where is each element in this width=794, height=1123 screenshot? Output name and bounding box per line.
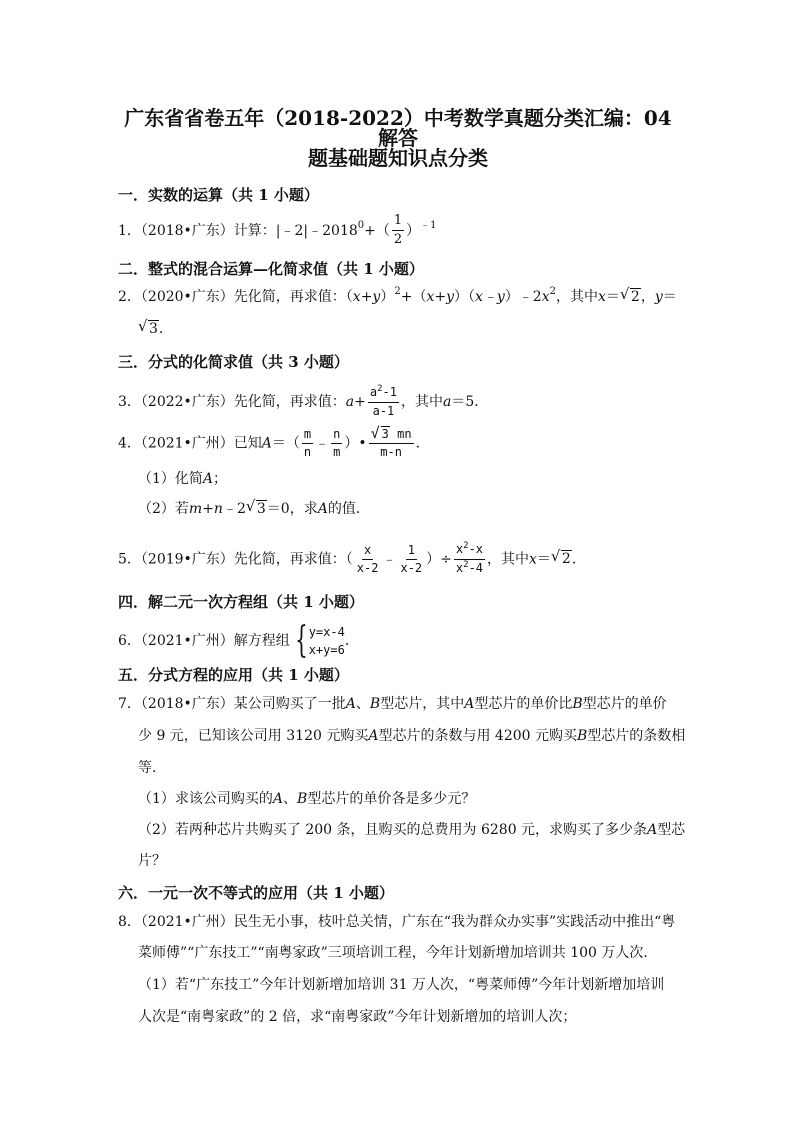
- q7-var: B: [369, 696, 381, 712]
- q1-close: ）: [406, 222, 421, 239]
- q3-text: +: [354, 394, 366, 411]
- q2-text: ）﹣2: [504, 289, 542, 305]
- q5-fraction-3: [454, 543, 485, 576]
- q2-exp: 2: [549, 286, 557, 297]
- q6-equation-system: [290, 620, 345, 661]
- q1-text: 1．（2018•广东）计算：|﹣2|﹣2018: [118, 222, 358, 239]
- question-5: [118, 543, 586, 576]
- q4-fraction-3: [369, 428, 414, 459]
- q2-text: ＝: [662, 289, 677, 305]
- q5-text: 5．（2019•广东）先化简，再求值：（: [118, 551, 353, 568]
- question-7-part-2-cont: 片？: [138, 853, 166, 869]
- q7-text: 型芯片的单价各是多少元？: [307, 791, 476, 807]
- q2-text: +（: [400, 289, 427, 305]
- q5-text: ，其中: [487, 551, 530, 568]
- q7-text: 型芯片的单价: [582, 696, 667, 712]
- q3-var: a: [345, 394, 355, 411]
- question-6: [118, 620, 359, 661]
- question-8-line-2: 菜师傅”“广东技工”“南粤家政”三项培训工程，今年计划新增加培训共 100 万人次．: [138, 945, 658, 961]
- q7-text: 型芯片的单价比: [474, 696, 573, 712]
- q3-frac-den: a-1: [372, 403, 395, 418]
- q6-equations: [309, 623, 345, 659]
- q4-text: ＝（: [271, 435, 300, 452]
- question-8-line-1: 8．（2021•广州）民生无小事，枝叶总关情，广东在“我为群众办实事”实践活动中推出“粤: [118, 914, 676, 930]
- q4-f1-num: m: [302, 428, 313, 444]
- q4-var: A: [261, 435, 272, 452]
- q4-f3-num: [369, 428, 414, 444]
- q1-plus: +（: [364, 222, 390, 239]
- q3-var: a: [443, 394, 452, 411]
- q2-text: ）（: [454, 289, 475, 305]
- q4-term: m+n: [188, 501, 223, 517]
- q5-f3-num: [454, 543, 485, 560]
- q7-text: 型芯片的条数相: [587, 728, 686, 744]
- q7-var: A: [368, 728, 379, 744]
- q4-text: （2）若: [138, 501, 189, 517]
- q4-text: ）•: [344, 435, 367, 452]
- q4-text: ；: [213, 471, 228, 487]
- q7-var: B: [577, 728, 588, 744]
- q1-exp-neg1: ﹣1: [420, 219, 437, 231]
- q3-num-tail: -1: [382, 385, 397, 399]
- q7-var: A: [345, 696, 356, 712]
- question-8-part-1: （1）若“广东技工”今年计划新增加培训 31 万人次，“粤菜师傅”今年计划新增加培训: [138, 977, 665, 993]
- q3-text: 3．（2022•广东）先化简，再求值：: [118, 394, 346, 411]
- q4-sqrt-3b: [247, 502, 267, 516]
- q5-fraction-2: [398, 544, 424, 575]
- q5-sqrt-2: [552, 552, 572, 566]
- q4-text: ﹣2: [222, 501, 246, 517]
- q7-var: A: [647, 822, 658, 838]
- question-8-part-1-cont: 人次是“南粤家政”的 2 倍，求“南粤家政”今年计划新增加的培训人次；: [138, 1009, 577, 1025]
- section-heading-6: 六．一元一次不等式的应用（共 1 小题）: [118, 884, 394, 902]
- q6-text: 6．（2021•广州）解方程组: [118, 633, 290, 649]
- q5-var: x: [529, 551, 537, 568]
- question-7-line-2: [138, 729, 685, 743]
- q7-text: 、: [355, 696, 370, 712]
- q3-text: ＝5．: [451, 394, 489, 411]
- q3-text: ，其中: [401, 394, 443, 411]
- q5-f2-num: 1: [406, 544, 417, 560]
- q7-text: 型芯片的条数与用 4200 元购买: [378, 728, 577, 744]
- q2-exp: 2: [394, 286, 401, 297]
- q6-brace: {: [294, 620, 308, 661]
- q5-f3-den-tail: -4: [468, 560, 484, 575]
- q7-var: B: [572, 696, 583, 712]
- q4-radicand: 3: [256, 501, 266, 517]
- q2-var: x: [541, 289, 550, 305]
- q4-f3-num-text: mn: [397, 427, 412, 441]
- q3-frac-num: [368, 386, 399, 403]
- q5-text: ）÷: [426, 551, 452, 568]
- q3-fraction: [368, 386, 399, 418]
- q1-frac-num: 1: [392, 214, 404, 231]
- document-title-line-2: 题基础题知识点分类: [308, 146, 488, 170]
- q1-fraction: [392, 214, 404, 248]
- q7-var: B: [297, 791, 308, 807]
- q5-f1-den: x-2: [356, 560, 379, 575]
- q4-f1-den: n: [303, 445, 312, 460]
- q7-text: 7．（2018•广东）某公司购买了一批: [118, 696, 346, 712]
- section-heading-3: 三．分式的化简求值（共 3 小题）: [118, 353, 349, 371]
- q4-fraction-2: [331, 428, 342, 459]
- question-7-line-1: [118, 697, 667, 711]
- q4-text: ．: [415, 435, 430, 452]
- question-7-part-2: [138, 823, 685, 837]
- q3-num-exp: 2: [377, 384, 383, 394]
- q1-frac-den: 2: [393, 232, 403, 248]
- question-7-part-1: [138, 792, 475, 806]
- q5-text: ＝: [536, 551, 551, 568]
- q4-radicand: 3: [381, 427, 389, 441]
- section-heading-1: 一．实数的运算（共 1 小题）: [118, 186, 319, 204]
- q5-text: ﹣: [382, 551, 397, 568]
- q7-text: 、: [283, 791, 298, 807]
- q2-var: x: [598, 289, 606, 305]
- q4-text: ﹣: [315, 435, 330, 452]
- question-4-part-2: [138, 502, 370, 516]
- q7-text: （1）求该公司购买的: [138, 791, 273, 807]
- question-7-line-3: 等．: [138, 760, 166, 776]
- q4-f2-den: m: [333, 445, 341, 460]
- question-2-line-1: [118, 286, 677, 305]
- question-1: [118, 214, 437, 248]
- q1-exp0: 0: [357, 219, 365, 231]
- q3-num-base: a: [369, 385, 378, 399]
- q5-fraction-1: [355, 544, 381, 575]
- q4-var: A: [202, 471, 214, 487]
- q6-text: ．: [344, 633, 359, 649]
- q4-text: 4．（2021•广州）已知: [118, 435, 262, 452]
- q2-term: x+y: [426, 289, 454, 305]
- q4-f3-den: m-n: [380, 445, 402, 460]
- q2-radicand: 2: [630, 289, 640, 305]
- q5-text: ．: [571, 551, 586, 568]
- document-title-line-1: 广东省省卷五年（2018-2022）中考数学真题分类汇编：04 解答: [124, 106, 672, 150]
- q5-f3-den-exp: 2: [463, 559, 469, 570]
- q2-term: x+y: [352, 289, 381, 305]
- q2-sqrt-3: [139, 322, 159, 336]
- q4-text: （1）化简: [138, 471, 203, 487]
- section-heading-5: 五．分式方程的应用（共 1 小题）: [118, 666, 349, 684]
- q2-text: 2．（2020•广东）先化简，再求值：（: [118, 289, 353, 305]
- q7-text: （2）若两种芯片共购买了 200 条，且购买的总费用为 6280 元，求购买了多少条: [138, 822, 648, 838]
- q4-fraction-1: [302, 428, 313, 459]
- question-3: [118, 386, 488, 418]
- q6-eq-2: x+y=6: [308, 643, 345, 657]
- q4-f2-num: n: [331, 428, 342, 444]
- q2-sqrt-2: [621, 290, 641, 304]
- q2-text: ．: [158, 321, 173, 337]
- q4-sqrt-3: [372, 428, 390, 441]
- q7-text: 型芯片，其中: [380, 696, 465, 712]
- q2-text: ，其中: [556, 289, 599, 305]
- q5-f3-den: [454, 560, 485, 576]
- q4-var: A: [317, 501, 328, 517]
- q2-text: ＝: [605, 289, 620, 305]
- q2-paren: ）: [380, 289, 395, 305]
- question-2-line-2: [138, 322, 173, 336]
- q2-term: x﹣y: [475, 289, 505, 305]
- q5-f3-num-base: x: [455, 542, 464, 556]
- q4-text: ＝0，求: [266, 501, 318, 517]
- q5-radicand: 2: [561, 551, 571, 568]
- q2-var: y: [654, 289, 663, 305]
- q5-f3-den-base: x: [455, 560, 464, 575]
- q5-f1-num: x: [362, 544, 373, 560]
- question-4-part-1: [138, 472, 227, 486]
- q2-text: ，: [640, 289, 655, 305]
- q7-text: 型芯: [657, 822, 686, 838]
- q6-eq-1: y=x-4: [308, 625, 345, 639]
- q5-f3-num-exp: 2: [463, 541, 469, 551]
- section-heading-2: 二．整式的混合运算—化简求值（共 1 小题）: [118, 260, 424, 278]
- q5-f3-num-tail: -x: [468, 542, 484, 556]
- q7-var: A: [464, 696, 475, 712]
- question-4: [118, 428, 430, 459]
- q2-radicand: 3: [149, 321, 158, 337]
- q7-text: 少 9 元，已知该公司用 3120 元购买: [138, 728, 369, 744]
- q4-text: 的值．: [327, 501, 370, 517]
- q7-var: A: [272, 791, 284, 807]
- q5-f2-den: x-2: [400, 560, 423, 575]
- section-heading-4: 四．解二元一次方程组（共 1 小题）: [118, 593, 364, 611]
